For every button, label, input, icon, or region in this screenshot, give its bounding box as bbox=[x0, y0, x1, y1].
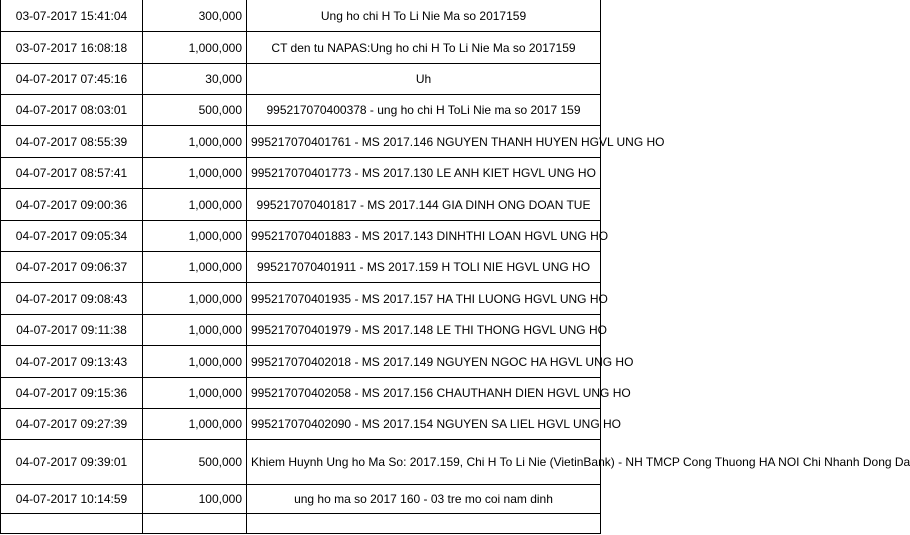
transaction-description-cell: 995217070402090 - MS 2017.154 NGUYEN SA LIEL HGVL UNG HO bbox=[247, 409, 601, 440]
transaction-date-cell: 03-07-2017 15:41:04 bbox=[1, 0, 143, 32]
transaction-description-cell: 995217070401817 - MS 2017.144 GIA DINH ONG DOAN TUE bbox=[247, 189, 601, 221]
transaction-amount-cell: 1,000,000 bbox=[143, 346, 247, 378]
transaction-description-cell: 995217070401883 - MS 2017.143 DINHTHI LOAN HGVL UNG HO bbox=[247, 221, 601, 252]
transaction-date-cell: 04-07-2017 08:03:01 bbox=[1, 95, 143, 126]
transaction-amount-cell: 300,000 bbox=[143, 0, 247, 32]
transaction-date-cell: 04-07-2017 10:14:59 bbox=[1, 485, 143, 514]
table-row bbox=[1, 514, 601, 534]
table-row bbox=[1, 315, 601, 346]
transaction-date-cell: 04-07-2017 08:57:41 bbox=[1, 158, 143, 189]
transaction-amount-cell: 100,000 bbox=[143, 485, 247, 514]
table-row bbox=[1, 189, 601, 221]
transaction-amount-cell: 1,000,000 bbox=[143, 221, 247, 252]
transaction-date-cell: 04-07-2017 09:05:34 bbox=[1, 221, 143, 252]
table-row bbox=[1, 440, 601, 485]
table-row bbox=[1, 252, 601, 283]
transaction-description-cell: ung ho ma so 2017 160 - 03 tre mo coi nam dinh bbox=[247, 485, 601, 514]
transaction-description-cell: 995217070401911 - MS 2017.159 H TOLI NIE HGVL UNG HO bbox=[247, 252, 601, 283]
transaction-amount-cell: 500,000 bbox=[143, 440, 247, 485]
transaction-description-cell: 995217070401979 - MS 2017.148 LE THI THONG HGVL UNG HO bbox=[247, 315, 601, 346]
transaction-date-cell: 04-07-2017 09:27:39 bbox=[1, 409, 143, 440]
transaction-description-cell: 995217070400378 - ung ho chi H ToLi Nie ma so 2017 159 bbox=[247, 95, 601, 126]
table-row bbox=[1, 158, 601, 189]
transaction-amount-cell: 1,000,000 bbox=[143, 189, 247, 221]
table-row bbox=[1, 126, 601, 158]
table-row bbox=[1, 32, 601, 64]
table-row bbox=[1, 485, 601, 514]
transaction-amount-cell: 1,000,000 bbox=[143, 158, 247, 189]
transaction-date-cell: 04-07-2017 09:00:36 bbox=[1, 189, 143, 221]
table-row bbox=[1, 346, 601, 378]
transaction-date-cell: 04-07-2017 09:11:38 bbox=[1, 315, 143, 346]
transaction-date-cell: 04-07-2017 09:15:36 bbox=[1, 378, 143, 409]
transaction-date-cell: 04-07-2017 09:08:43 bbox=[1, 283, 143, 315]
table-row bbox=[1, 95, 601, 126]
transaction-description-cell: 995217070401935 - MS 2017.157 HA THI LUONG HGVL UNG HO bbox=[247, 283, 601, 315]
transaction-date-cell: 04-07-2017 07:45:16 bbox=[1, 64, 143, 95]
transaction-amount-cell: 30,000 bbox=[143, 64, 247, 95]
table-row bbox=[1, 409, 601, 440]
transaction-description-cell: Ung ho chi H To Li Nie Ma so 2017159 bbox=[247, 0, 601, 32]
transaction-description-cell: Uh bbox=[247, 64, 601, 95]
table-row bbox=[1, 378, 601, 409]
transaction-date-cell: 04-07-2017 09:39:01 bbox=[1, 440, 143, 485]
transaction-description-cell: 995217070401773 - MS 2017.130 LE ANH KIET HGVL UNG HO bbox=[247, 158, 601, 189]
transaction-amount-cell: 1,000,000 bbox=[143, 283, 247, 315]
transaction-description-cell bbox=[247, 514, 601, 534]
transaction-amount-cell: 500,000 bbox=[143, 95, 247, 126]
table-row bbox=[1, 221, 601, 252]
table-row bbox=[1, 64, 601, 95]
transaction-date-cell: 04-07-2017 09:06:37 bbox=[1, 252, 143, 283]
transaction-description-cell: 995217070402018 - MS 2017.149 NGUYEN NGOC HA HGVL UNG HO bbox=[247, 346, 601, 378]
transaction-amount-cell bbox=[143, 514, 247, 534]
transaction-amount-cell: 1,000,000 bbox=[143, 315, 247, 346]
transaction-date-cell bbox=[1, 514, 143, 534]
transaction-description-cell: 995217070402058 - MS 2017.156 CHAUTHANH DIEN HGVL UNG HO bbox=[247, 378, 601, 409]
transaction-amount-cell: 1,000,000 bbox=[143, 378, 247, 409]
table-row bbox=[1, 0, 601, 32]
transaction-description-cell: CT den tu NAPAS:Ung ho chi H To Li Nie Ma so 2017159 bbox=[247, 32, 601, 64]
table-row bbox=[1, 283, 601, 315]
transaction-amount-cell: 1,000,000 bbox=[143, 252, 247, 283]
transaction-date-cell: 03-07-2017 16:08:18 bbox=[1, 32, 143, 64]
transaction-description-cell: 995217070401761 - MS 2017.146 NGUYEN THANH HUYEN HGVL UNG HO bbox=[247, 126, 601, 158]
transaction-date-cell: 04-07-2017 09:13:43 bbox=[1, 346, 143, 378]
transaction-amount-cell: 1,000,000 bbox=[143, 409, 247, 440]
transaction-description-cell: Khiem Huynh Ung ho Ma So: 2017.159, Chi H To Li Nie (VietinBank) - NH TMCP Cong Thuong HA NOI Chi Nhanh Dong Da bbox=[247, 440, 601, 485]
transaction-amount-cell: 1,000,000 bbox=[143, 126, 247, 158]
transaction-amount-cell: 1,000,000 bbox=[143, 32, 247, 64]
transaction-date-cell: 04-07-2017 08:55:39 bbox=[1, 126, 143, 158]
